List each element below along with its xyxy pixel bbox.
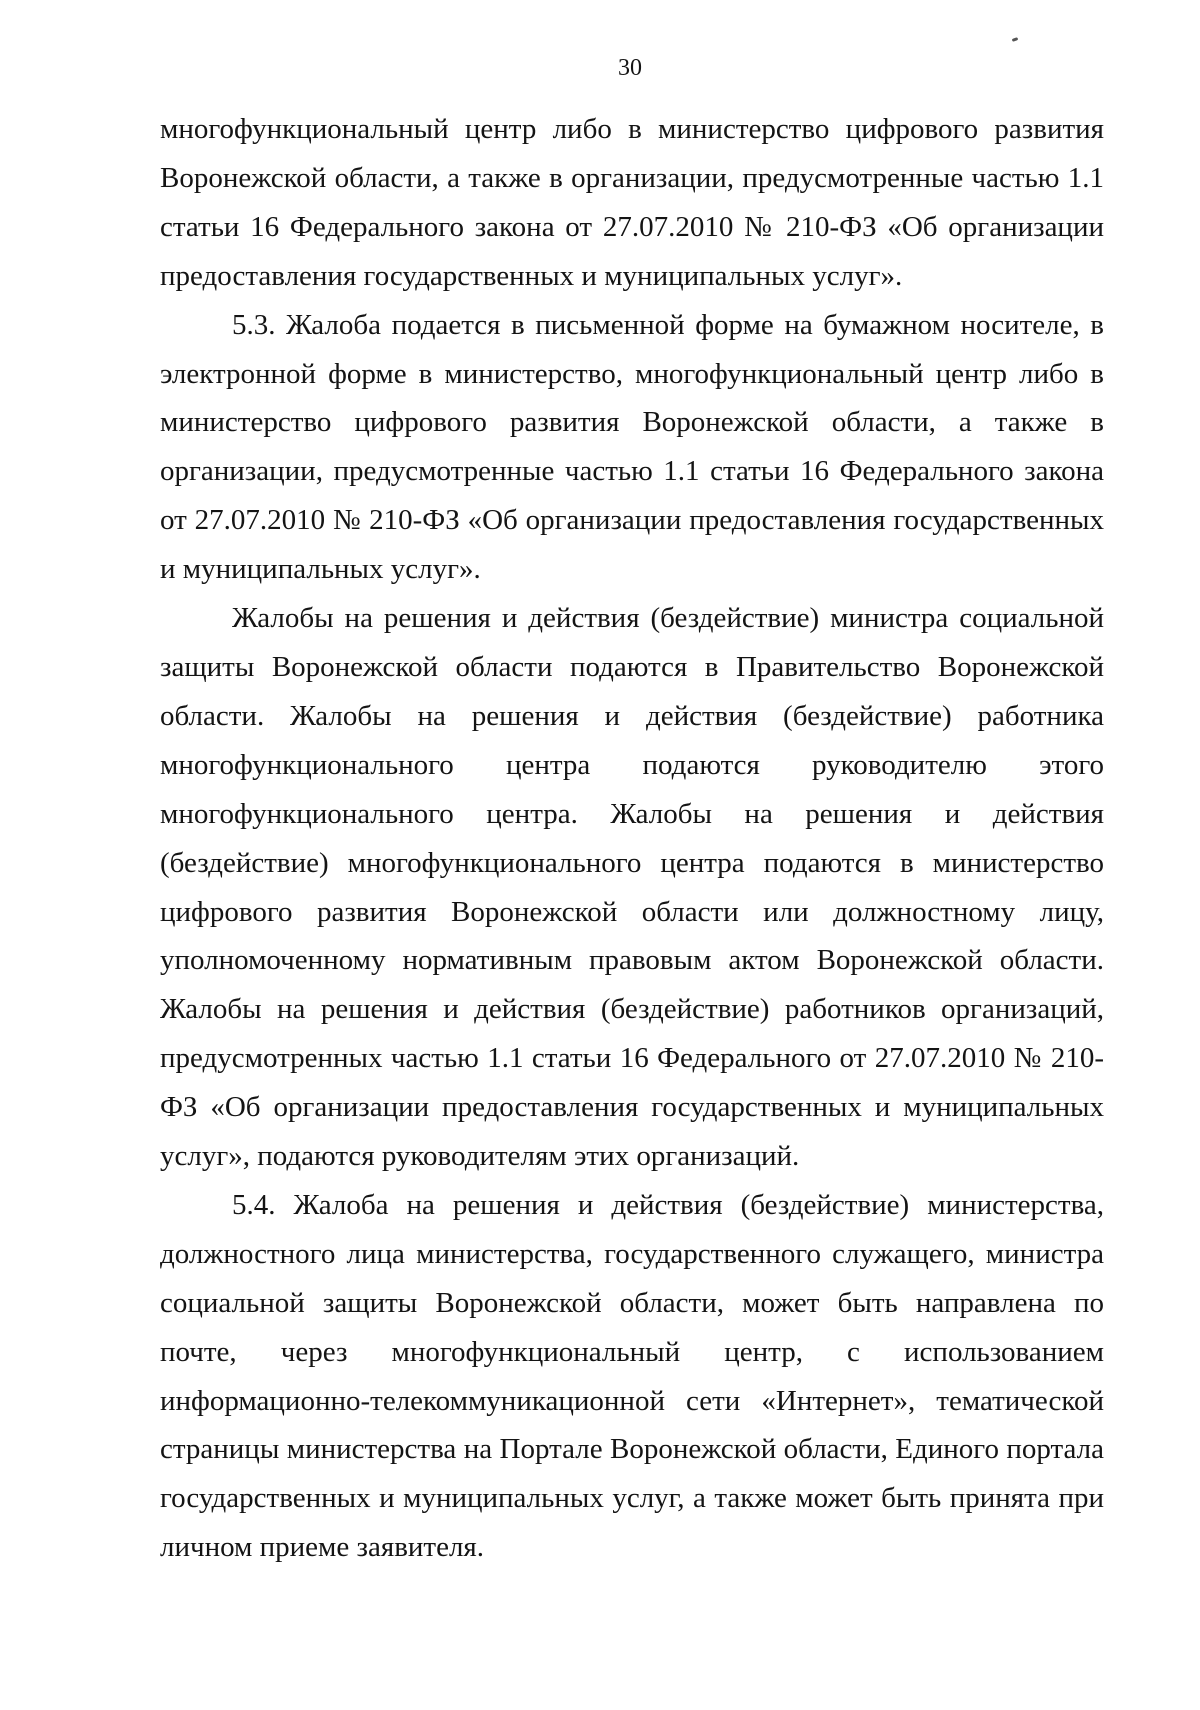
paragraph-continuation: многофункциональный центр либо в министерство цифрового развития Воронежской области, а также в организации, предусмотренные частью 1.1 статьи 16 Федерального закона от 27.07.2010 № 210-ФЗ «Об организации предоставления государственных и муниципальных услуг».	[160, 113, 1104, 292]
page-number: 30	[618, 55, 642, 81]
scan-speck	[1012, 37, 1019, 42]
paragraph-complaints: Жалобы на решения и действия (бездействие) министра социальной защиты Воронежской области подаются в Правительство Воронежской области. Жалобы на решения и действия (бездействие) работника многофункционального центра подаются руководителю этого многофункционального центра. Жалобы на решения и действия (бездействие) многофункционального центра подаются в министерство цифрового развития Воронежской области или должностному лицу, уполномоченному нормативным правовым актом Воронежской области. Жалобы на решения и действия (бездействие) работников организаций, предусмотренных частью 1.1 статьи 16 Федерального от 27.07.2010 № 210-ФЗ «Об организации предоставления государственных и муниципальных услуг», подаются руководителям этих организаций.	[160, 602, 1104, 1173]
document-body	[160, 105, 1104, 1572]
paragraph-5-3: 5.3. Жалоба подается в письменной форме на бумажном носителе, в электронной форме в министерство, многофункциональный центр либо в министерство цифрового развития Воронежской области, а также в организации, предусмотренные частью 1.1 статьи 16 Федерального закона от 27.07.2010 № 210-ФЗ «Об организации предоставления государственных и муниципальных услуг».	[160, 308, 1104, 586]
paragraph-5-4: 5.4. Жалоба на решения и действия (бездействие) министерства, должностного лица министерства, государственного служащего, министра социальной защиты Воронежской области, может быть направлена по почте, через многофункциональный центр, с использованием информационно-телекоммуникационной сети «Интернет», тематической страницы министерства на Портале Воронежской области, Единого портала государственных и муниципальных услуг, а также может быть принята при личном приеме заявителя.	[160, 1188, 1104, 1564]
